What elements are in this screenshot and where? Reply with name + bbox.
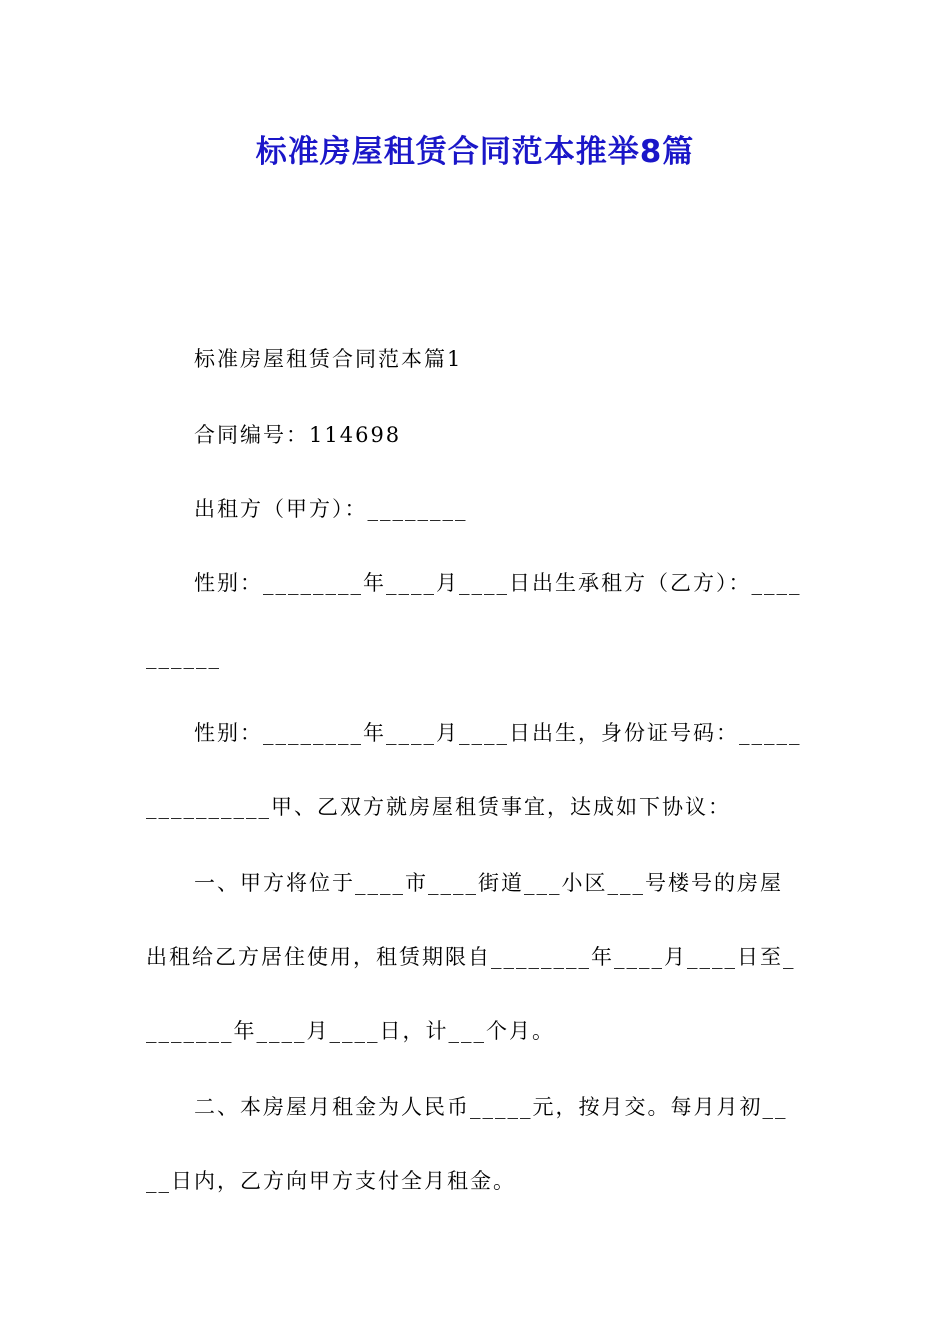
lessor-gender-line: 性别：________年____月____日出生承租方（乙方）：____	[194, 571, 802, 595]
lessor-line: 出租方（甲方）：________	[194, 497, 468, 521]
section-heading: 标准房屋租赁合同范本篇1	[194, 347, 463, 371]
lessee-gender-line: 性别：________年____月____日出生，身份证号码：_____	[194, 721, 802, 745]
clause-1-line-1: 一、甲方将位于____市____街道___小区___号楼号的房屋	[194, 871, 783, 895]
clause-2-line-1: 二、本房屋月租金为人民币_____元，按月交。每月月初__	[194, 1095, 788, 1119]
agreement-intro-line: __________甲、乙双方就房屋租赁事宜，达成如下协议：	[146, 795, 731, 819]
lessee-blank-line: ______	[146, 645, 221, 669]
clause-2-line-2: __日内，乙方向甲方支付全月租金。	[146, 1169, 516, 1193]
clause-1-line-2: 出租给乙方居住使用，租赁期限自________年____月____日至_	[146, 945, 796, 969]
document-title: 标准房屋租赁合同范本推举8篇	[255, 134, 695, 170]
clause-1-line-3: _______年____月____日，计___个月。	[146, 1019, 555, 1043]
contract-number: 合同编号：114698	[194, 423, 402, 447]
